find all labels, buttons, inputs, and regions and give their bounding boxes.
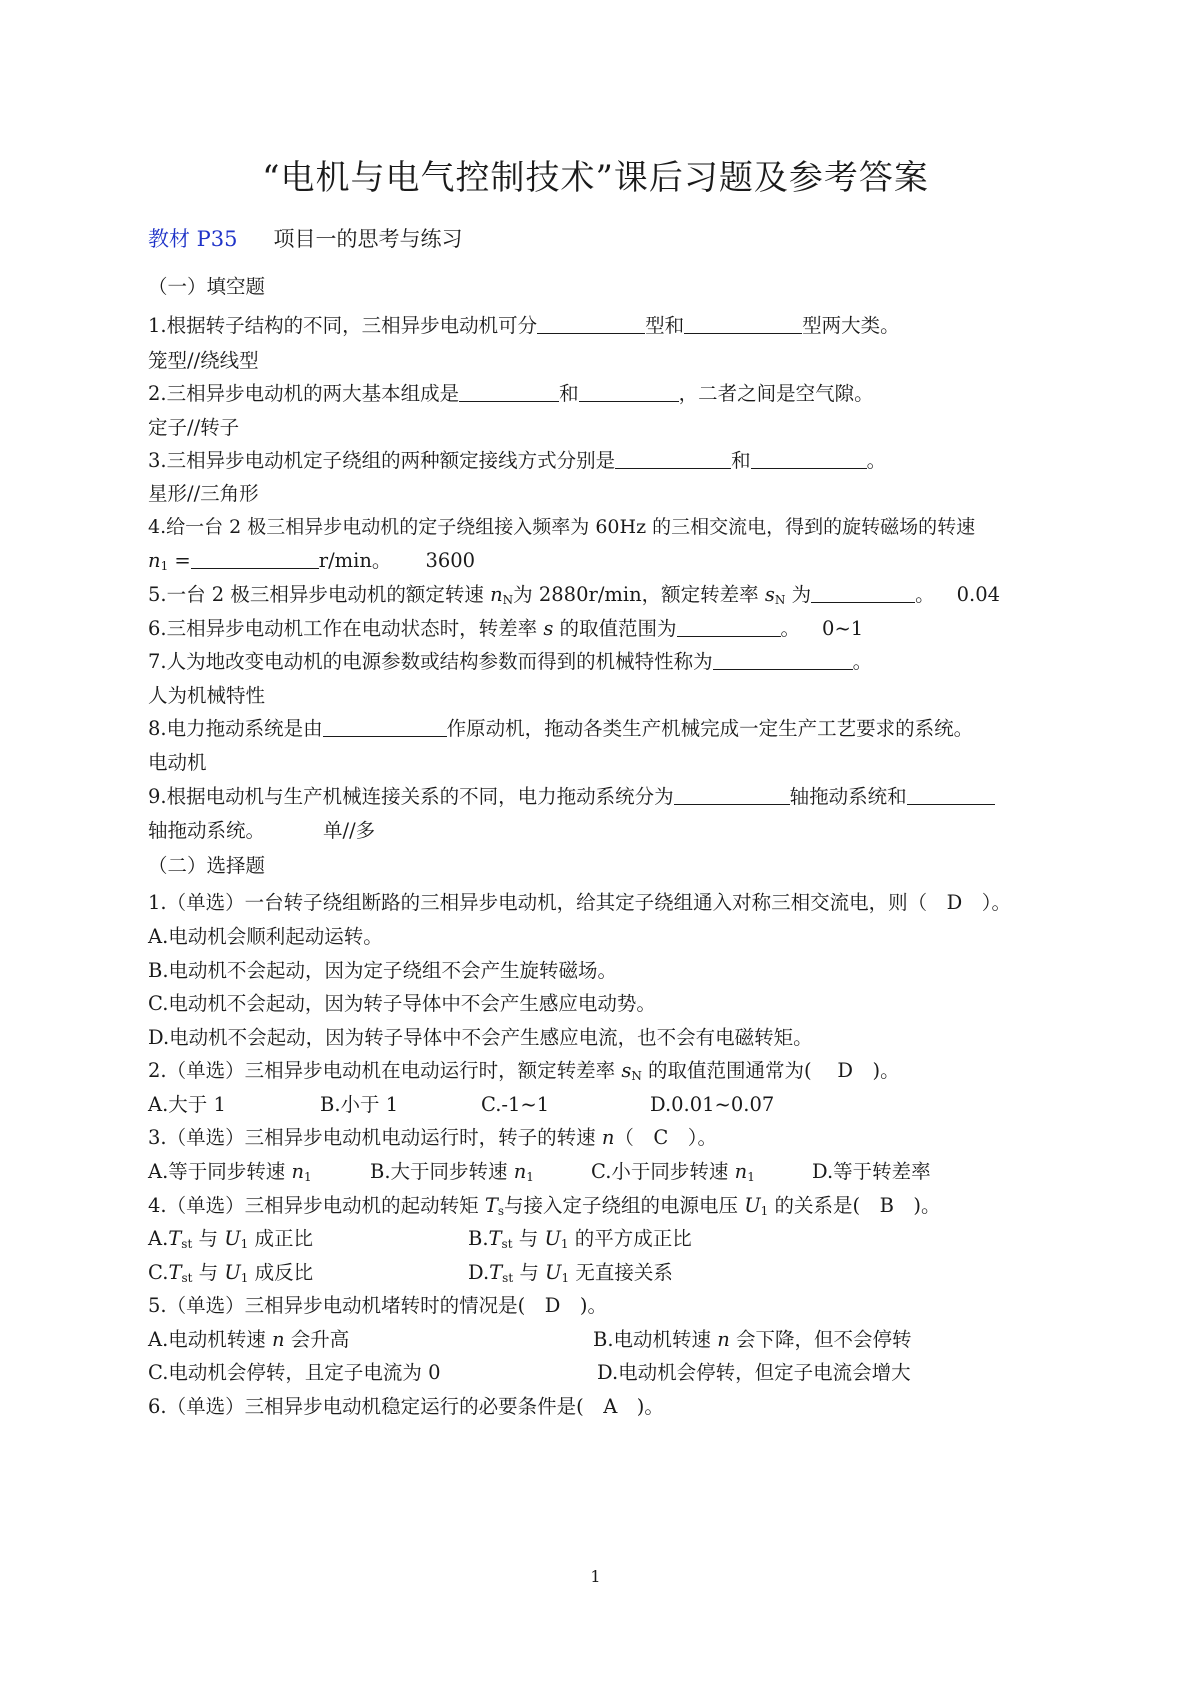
answer-blank [907,786,995,805]
answer-blank [751,450,867,469]
fill-q3-text-c: 。 [866,449,887,472]
choice-q4-text-c: 的关系是( B )。 [768,1194,941,1217]
choice-q4-text-b: 与接入定子绕组的电源电压 [504,1194,745,1217]
fill-q2-text-a: 2.三相异步电动机的两大基本组成是 [148,382,460,405]
fill-q4: 4.给一台 2 极三相异步电动机的定子绕组接入频率为 60Hz 的三相交流电，得到的旋转磁场的转速 [148,516,976,538]
choice-q2-stem [148,1058,1111,1084]
symbol-sub: s [497,1204,504,1218]
choice-q5-stem: 5.（单选）三相异步电动机堵转时的情况是( D )。 [148,1294,607,1317]
choice-q5-option-c: C.电动机会停转，且定子电流为 0 [148,1361,441,1384]
choice-q2-text-b: 的取值范围通常为( D )。 [641,1059,900,1082]
symbol-sub: N [774,593,786,607]
fill-q9-text-c: 轴拖动系统。 [148,819,266,842]
symbol-sub: 1 [760,1204,769,1218]
fill-q3-answer: 星形//三角形 [148,482,259,505]
fill-q9-text-b: 轴拖动系统和 [789,785,907,808]
choice-q4-option-a: $A.T_{st}$ 与 $U_1$ 成正比 [148,1227,313,1251]
fill-q4-cont [148,548,1111,574]
fill-q9-text-a: 9.根据电动机与生产机械连接关系的不同，电力拖动系统分为 [148,785,674,808]
page-number: 1 [590,1567,601,1586]
answer-blank [615,450,731,469]
choice-q2-option-c: C.-1~1 [481,1093,550,1116]
choice-q3-option-a: A.等于同步转速 $n_1$ [148,1160,312,1184]
section-header [148,226,1111,252]
fill-q5 [148,582,1111,608]
choice-q3-stem [148,1125,1111,1151]
fill-q3 [148,448,1111,474]
fill-q6-text-b: 的取值范围为 [553,617,677,640]
choice-q2-option-b: B.小于 1 [320,1093,399,1116]
choice-q4-option-c: $C.T_{st}$ 与 $U_1$ 成反比 [148,1261,314,1285]
fill-q2 [148,381,1111,407]
choice-q1-option-a: A.电动机会顺利起动运转。 [148,925,383,948]
choice-q5-option-a: A.电动机转速 n 会升高 [148,1328,350,1351]
fill-q3-text-a: 3.三相异步电动机定子绕组的两种额定接线方式分别是 [148,449,616,472]
choice-q2-text-a: 2.（单选）三相异步电动机在电动运行时，额定转差率 [148,1059,622,1082]
answer-blank [677,618,781,637]
textbook-page-ref: 教材 P35 [148,227,238,251]
document-title: “电机与电气控制技术”课后习题及参考答案 [262,158,929,198]
choice-q3-option-b: B.大于同步转速 $n_1$ [370,1160,534,1184]
fill-q9-cont [148,818,1111,844]
fill-q1-answer: 笼型//绕线型 [148,349,259,372]
symbol-s: s [621,1059,632,1082]
fill-q6-text-c: 。 [780,617,801,640]
fill-q1 [148,313,1111,339]
symbol-u: U [744,1194,761,1217]
answer-blank [579,383,679,402]
choice-q3-option-c: C.小于同步转速 $n_1$ [591,1160,755,1184]
fill-q7-text-a: 7.人为地改变电动机的电源参数或结构参数而得到的机械特性称为 [148,650,713,673]
fill-q5-text-a: 5.一台 2 极三相异步电动机的额定转速 [148,583,491,606]
symbol-n: n [148,549,161,572]
fill-q9-answer: 单//多 [323,819,376,842]
choice-q2-option-a: A.大于 1 [148,1093,226,1116]
fill-q7 [148,649,1111,675]
fill-q7-answer: 人为机械特性 [148,684,266,707]
answer-blank [811,584,915,603]
choice-heading: （二）选择题 [148,854,266,877]
choice-q5-option-d: D.电动机会停转，但定子电流会增大 [597,1361,911,1384]
fill-q6-text-a: 6.三相异步电动机工作在电动状态时，转差率 [148,617,544,640]
fill-q8 [148,716,1111,742]
choice-q3-text-b: （ C ）。 [614,1126,718,1149]
fill-q5-text-d: 。 [915,583,935,606]
choice-q1-option-b: B.电动机不会起动，因为定子绕组不会产生旋转磁场。 [148,959,618,982]
unit-text: r/min。 [318,549,392,572]
fill-q2-answer: 定子//转子 [148,416,240,439]
fill-q5-text-c: 为 [785,583,812,606]
choice-q2-option-d: D.0.01~0.07 [650,1093,775,1116]
choice-q4-option-b: $B.T_{st}$ 与 $U_1$ 的平方成正比 [468,1227,692,1251]
symbol-sub: N [502,593,514,607]
choice-q3-text-a: 3.（单选）三相异步电动机电动运行时，转子的转速 [148,1126,602,1149]
fill-q1-text-c: 型两大类。 [802,314,900,337]
fill-q6 [148,616,1111,642]
fill-q2-text-b: 和 [559,382,579,405]
fill-q8-answer: 电动机 [148,751,207,774]
answer-blank [674,786,790,805]
fill-q1-text-b: 型和 [645,314,685,337]
choice-q4-option-d: $D.T_{st}$ 与 $U_1$ 无直接关系 [468,1261,673,1285]
symbol-s: s [764,583,775,606]
choice-q1-stem: 1.（单选）一台转子绕组断路的三相异步电动机，给其定子绕组通入对称三相交流电，则（ D ）。 [148,891,1011,914]
choice-q4-stem [148,1193,1111,1219]
fill-q7-text-b: 。 [852,650,873,673]
symbol-n: n [490,583,503,606]
answer-blank [191,550,319,569]
symbol-s: s [543,617,554,640]
choice-q1-option-d: D.电动机不会起动，因为转子导体中不会产生感应电流，也不会有电磁转矩。 [148,1026,813,1049]
equals-sign: = [168,549,191,572]
choice-q4-text-a: 4.（单选）三相异步电动机的起动转矩 [148,1194,485,1217]
fill-q5-text-b: 为 2880r/min，额定转差率 [513,583,765,606]
fill-blank-heading: （一）填空题 [148,275,266,298]
choice-q3-option-d: D.等于转差率 [812,1160,931,1183]
fill-q5-answer: 0.04 [956,583,1001,606]
fill-q6-answer: 0~1 [822,617,864,640]
project-title: 项目一的思考与练习 [273,227,463,251]
fill-q9 [148,784,1111,810]
fill-q2-text-c: ，二者之间是空气隙。 [678,382,874,405]
symbol-n: n [601,1126,615,1149]
fill-q8-text-a: 8.电力拖动系统是由 [148,717,323,740]
symbol-sub: N [631,1069,642,1083]
answer-blank [713,651,853,670]
fill-q4-answer: 3600 [425,549,476,572]
answer-blank [684,315,802,334]
choice-q1-option-c: C.电动机不会起动，因为转子导体中不会产生感应电动势。 [148,992,656,1015]
answer-blank [323,718,447,737]
answer-blank [537,315,645,334]
symbol-sub: 1 [160,559,169,573]
choice-q5-option-b: B.电动机转速 n 会下降，但不会停转 [593,1328,912,1351]
fill-q1-text-a: 1.根据转子结构的不同，三相异步电动机可分 [148,314,538,337]
answer-blank [459,383,559,402]
choice-q6-stem: 6.（单选）三相异步电动机稳定运行的必要条件是( A )。 [148,1395,664,1418]
fill-q3-text-b: 和 [731,449,751,472]
fill-q8-text-b: 作原动机，拖动各类生产机械完成一定生产工艺要求的系统。 [446,717,974,740]
symbol-t: T [484,1194,498,1217]
